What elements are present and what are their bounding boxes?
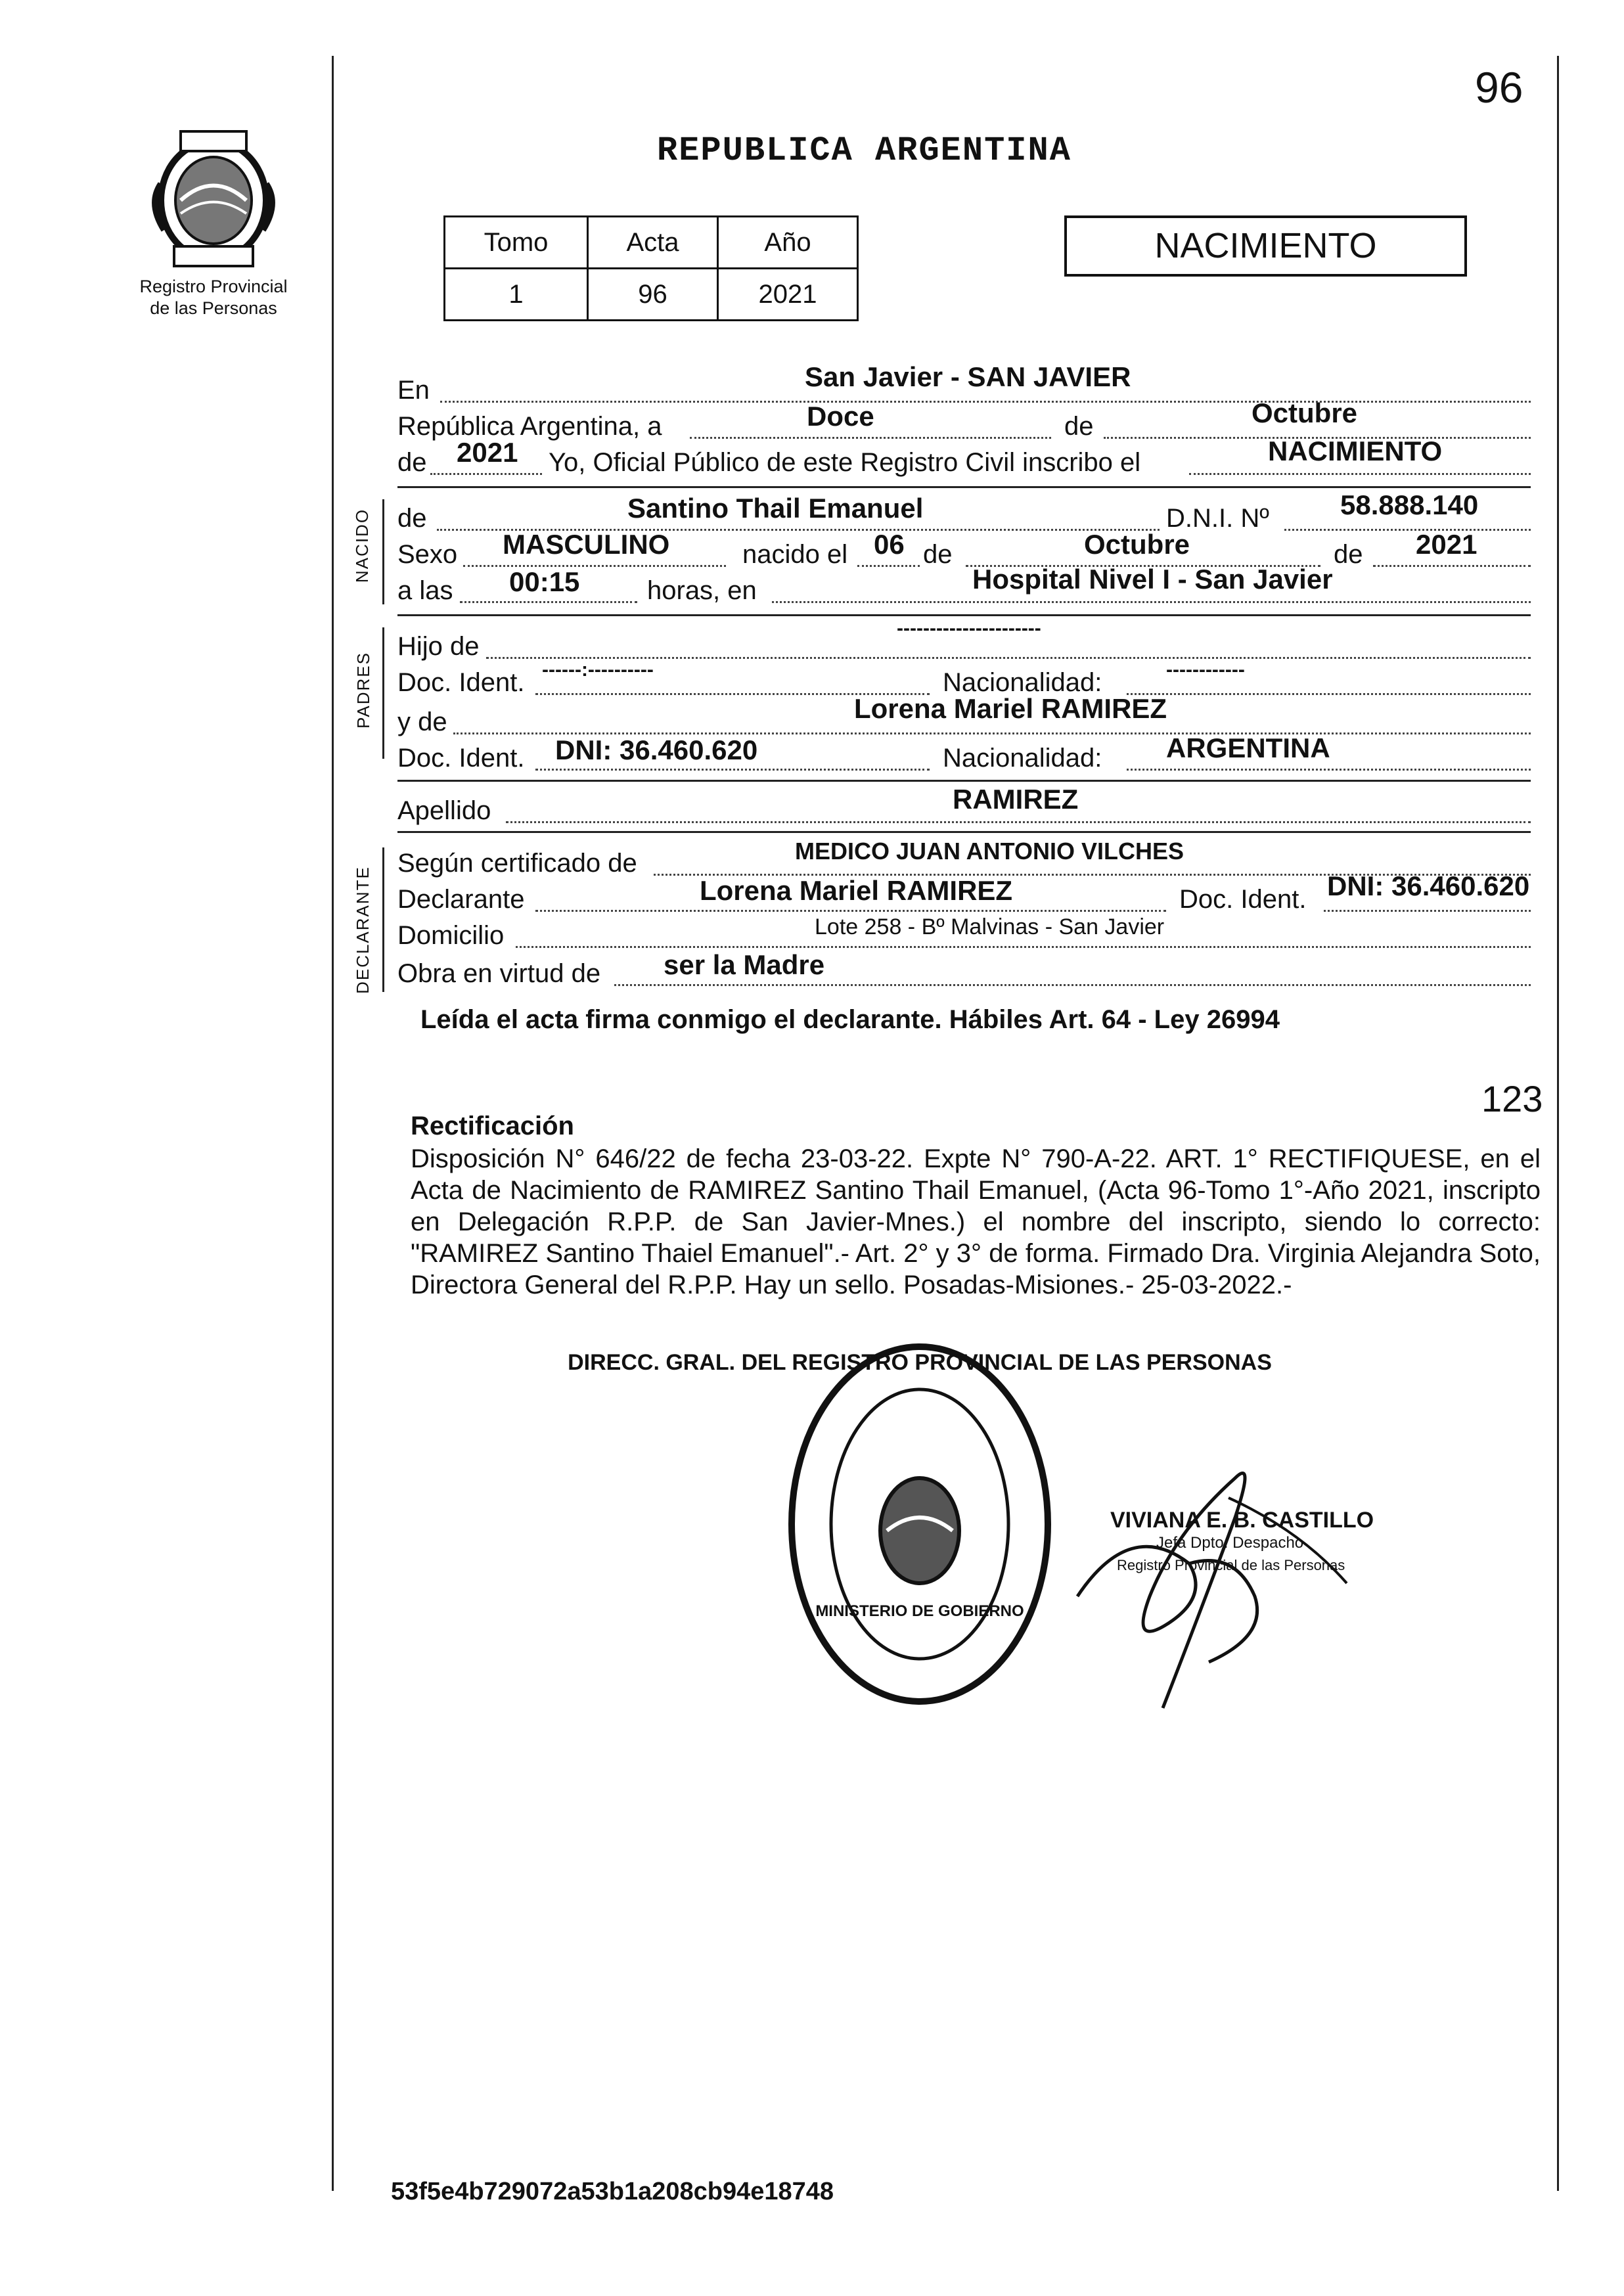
label-doc-ident1: Doc. Ident. xyxy=(397,668,525,697)
signature-block xyxy=(1038,1399,1511,1715)
document-title: REPUBLICA ARGENTINA xyxy=(657,131,1071,170)
province-coat-of-arms-logo xyxy=(135,118,292,276)
label-nacionalidad1: Nacionalidad: xyxy=(943,668,1102,697)
dots-madre-nac xyxy=(1127,769,1531,771)
acta-header: Acta xyxy=(588,217,718,269)
signature-name: VIVIANA E. B. CASTILLO xyxy=(1110,1508,1374,1533)
dots-dni xyxy=(1284,529,1531,531)
label-horas-en: horas, en xyxy=(647,576,757,605)
label-apellido: Apellido xyxy=(397,796,491,825)
dots-apellido xyxy=(506,821,1531,823)
label-sexo: Sexo xyxy=(397,540,458,569)
value-nac-mes: Octubre xyxy=(1084,529,1190,560)
seal-inner-text: MINISTERIO DE GOBIERNO xyxy=(815,1602,1024,1620)
value-padre: ---------------------- xyxy=(897,618,1041,639)
dots-hora xyxy=(460,601,637,603)
label-de-nombre: de xyxy=(397,504,427,533)
label-rep-arg: República Argentina, a xyxy=(397,412,662,441)
acta-value: 96 xyxy=(588,269,718,321)
label-nacido-el: nacido el xyxy=(742,540,848,569)
value-madre: Lorena Mariel RAMIREZ xyxy=(854,693,1167,724)
label-de3: de xyxy=(923,540,953,569)
rectificacion-text: Disposición N° 646/22 de fecha 23-03-22. Expte N° 790-A-22. ART. 1° RECTIFIQUESE, en el Acta de Nacimiento de RAMIREZ Santino Thail Emanuel, (Acta 96-Tomo 1°-Año 2021, inscripto en Delegación R.P.P. de San Javier-Mnes.) el nombre del inscripto, siendo lo correcto: "RAMIREZ Santino Thaiel Emanuel".- Art. 2° y 3° de forma. Firmado Dra. Virginia Alejandra Soto, Directora General del R.P.P. Hay un sello. Posadas-Misiones.- 25-03-2022.- xyxy=(411,1144,1541,1299)
value-nac-dia: 06 xyxy=(874,529,905,560)
rectificacion-number: 123 xyxy=(1481,1078,1543,1119)
nacido-bracket xyxy=(382,499,384,604)
dots-lugar-nac xyxy=(772,601,1531,603)
side-label-declarante: DECLARANTE xyxy=(352,866,372,994)
label-de: de xyxy=(1064,412,1094,441)
value-apellido: RAMIREZ xyxy=(953,784,1079,815)
tomo-header: Tomo xyxy=(445,217,588,269)
dots-tipo xyxy=(1189,473,1531,475)
value-madre-doc: DNI: 36.460.620 xyxy=(555,734,758,765)
label-de2: de xyxy=(397,448,427,477)
label-de4: de xyxy=(1334,540,1363,569)
register-table xyxy=(443,215,859,321)
dots-dia xyxy=(690,437,1051,439)
section-divider-3 xyxy=(397,780,1531,782)
dots-nac-dia xyxy=(857,565,920,567)
logo-caption-line1: Registro Provincial xyxy=(139,277,288,296)
dots-domicilio xyxy=(516,946,1531,948)
dots-madre-doc xyxy=(535,769,930,771)
label-hijo-de: Hijo de xyxy=(397,632,480,661)
dots-en xyxy=(440,401,1531,403)
value-certificado: MEDICO JUAN ANTONIO VILCHES xyxy=(795,838,1184,865)
value-nombre: Santino Thail Emanuel xyxy=(627,493,924,524)
dots-nac-anio xyxy=(1373,565,1531,567)
tomo-value: 1 xyxy=(445,269,588,321)
value-dni: 58.888.140 xyxy=(1340,489,1479,520)
value-padre-nac: ------------ xyxy=(1166,659,1245,681)
value-hora: 00:15 xyxy=(509,566,580,597)
signature-office: Registro Provincial de las Personas xyxy=(1117,1557,1345,1573)
value-tipo: NACIMIENTO xyxy=(1268,436,1443,466)
anio-header: Año xyxy=(718,217,858,269)
label-declarante: Declarante xyxy=(397,885,525,914)
value-sexo: MASCULINO xyxy=(503,529,670,560)
section-divider-4 xyxy=(397,831,1531,833)
label-en: En xyxy=(397,376,430,405)
seal-text: DIRECC. GRAL. DEL REGISTRO PROVINCIAL DE LAS PERSONAS xyxy=(568,1350,1272,1375)
value-mes: Octubre xyxy=(1252,397,1358,428)
value-lugar-nac: Hospital Nivel I - San Javier xyxy=(972,564,1333,595)
record-type-box: NACIMIENTO xyxy=(1064,215,1467,277)
label-y-de: y de xyxy=(397,708,447,736)
side-label-padres: PADRES xyxy=(353,652,373,729)
dots-anio xyxy=(430,473,542,475)
left-margin-rule xyxy=(332,56,334,2191)
document-hash: 53f5e4b729072a53b1a208cb94e18748 xyxy=(391,2178,834,2205)
value-madre-nac: ARGENTINA xyxy=(1166,732,1330,763)
section-divider-2 xyxy=(397,614,1531,616)
value-padre-doc: ------:---------- xyxy=(542,659,654,681)
page-number: 96 xyxy=(1475,63,1523,112)
value-dia: Doce xyxy=(807,401,874,432)
firma-note: Leída el acta firma conmigo el declarante. Hábiles Art. 64 - Ley 26994 xyxy=(420,1005,1280,1034)
logo-caption xyxy=(112,276,315,319)
label-segun-cert: Según certificado de xyxy=(397,849,637,878)
label-nacionalidad2: Nacionalidad: xyxy=(943,744,1102,773)
anio-value: 2021 xyxy=(718,269,858,321)
label-obra: Obra en virtud de xyxy=(397,959,601,988)
value-obra: ser la Madre xyxy=(664,949,825,980)
rectificacion-title: Rectificación xyxy=(411,1112,574,1140)
label-dni: D.N.I. Nº xyxy=(1166,504,1269,533)
value-declarante-doc: DNI: 36.460.620 xyxy=(1327,870,1530,901)
dots-sexo xyxy=(463,565,726,567)
padres-bracket xyxy=(382,627,384,759)
side-label-nacido: NACIDO xyxy=(352,508,372,583)
label-doc-ident3: Doc. Ident. xyxy=(1179,885,1307,914)
value-nac-anio: 2021 xyxy=(1416,529,1477,560)
dots-padre-nac xyxy=(1127,693,1531,695)
label-a-las: a las xyxy=(397,576,453,605)
value-domicilio: Lote 258 - Bº Malvinas - San Javier xyxy=(815,914,1165,939)
dots-obra xyxy=(614,984,1531,986)
right-margin-rule xyxy=(1557,56,1559,2191)
label-doc-ident2: Doc. Ident. xyxy=(397,744,525,773)
value-declarante: Lorena Mariel RAMIREZ xyxy=(700,875,1013,906)
value-lugar: San Javier - SAN JAVIER xyxy=(805,361,1131,392)
value-anio: 2021 xyxy=(457,437,518,468)
signature-title: Jefa Dpto. Despacho xyxy=(1156,1534,1304,1552)
declarante-bracket xyxy=(382,847,384,992)
dots-declarante-doc xyxy=(1324,910,1531,912)
logo-caption-line2: de las Personas xyxy=(150,298,277,318)
label-yo-oficial: Yo, Oficial Público de este Registro Civil inscribo el xyxy=(549,448,1141,477)
section-divider-1 xyxy=(397,486,1531,488)
dots-declarante xyxy=(535,910,1166,912)
label-domicilio: Domicilio xyxy=(397,921,505,950)
